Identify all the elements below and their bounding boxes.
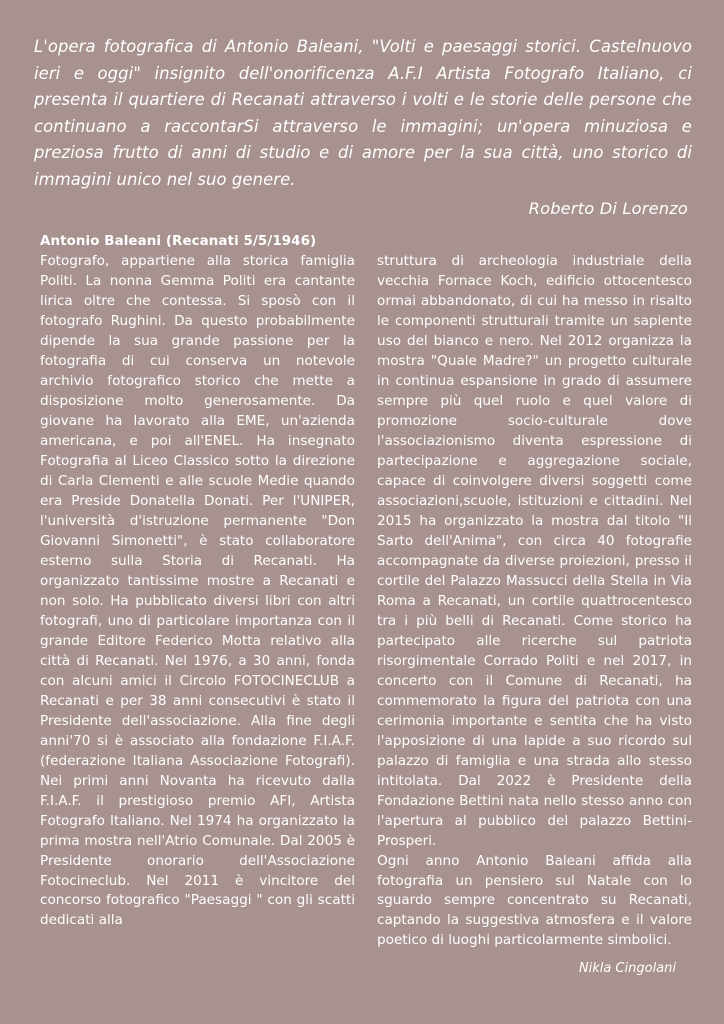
bio-column-left: [34, 252, 355, 978]
bio-column-left-text: Fotografo, appartiene alla storica famiglia Politi. La nonna Gemma Politi era cantante lirica oltre che contessa. Si sposò con il fotografo Rughini. Da questo probabilmente dipende la sua grande passione per la fotografia di cui conserva un notevole archivio fotografico storico che mette a disposizione molto generosamente. Da giovane ha lavorato alla EME, un'azienda americana, e poi all'ENEL. Ha insegnato Fotografia al Liceo Classico sotto la direzione di Carla Clementi e alle scuole Medie quando era Preside Donatella Donati. Per l'UNIPER, l'università d'istruzione permanente "Don Giovanni Simonetti", è stato collaboratore esterno sulla Storia di Recanati. Ha organizzato tantissime mostre a Recanati e non solo. Ha pubblicato diversi libri con altri fotografi, uno di particolare importanza con il grande Editore Federico Motta relativo alla città di Recanati. Nel 1976, a 30 anni, fonda con alcuni amici il Circolo FOTOCINECLUB a Recanati e per 38 anni consecutivi è stato il Presidente dell'associazione. Alla fine degli anni'70 si è associato alla fondazione F.I.A.F. (federazione Italiana Associazione Fotografi). Nei primi anni Novanta ha ricevuto dalla F.I.A.F. il prestigioso premio AFI, Artista Fotografo Italiano. Nel 1974 ha organizzato la prima mostra nell'Atrio Comunale. Dal 2005 è Presidente onorario dell'Associazione Fotocineclub. Nel 2011 è vincitore del concorso fotografico "Paesaggi " con gli scatti dedicati alla: [40, 253, 355, 929]
bio-column-right: [377, 252, 692, 978]
bio-columns: [34, 252, 692, 978]
bio-heading: Antonio Baleani (Recanati 5/5/1946): [40, 234, 317, 250]
intro-signature: Roberto Di Lorenzo: [528, 199, 688, 219]
bio-column-right-closing: Ogni anno Antonio Baleani affida alla fotografia un pensiero sul Natale con lo sguardo sempre concentrato su Recanati, captando la suggestiva atmosfera e il valore poetico di luoghi particolarmente simbolici.: [377, 852, 692, 949]
intro-paragraph: L'opera fotografica di Antonio Baleani, "Volti e paesaggi storici. Castelnuovo ieri e oggi" insignito dell'onorificenza A.F.I Artista Fotografo Italiano, ci presenta il quartiere di Recanati attraverso i volti e le storie delle persone che continuano a raccontarSi attraverso le immagini; un'opera minuziosa e preziosa frutto di anni di studio e di amore per la sua città, uno storico di immagini unico nel suo genere.: [34, 37, 692, 189]
bio-signature: Nikla Cingolani: [578, 961, 676, 977]
bio-column-right-text: struttura di archeologia industriale della vecchia Fornace Koch, edificio ottocentesco ormai abbandonato, di cui ha messo in risalto le componenti strutturali tramite un sapiente uso del bianco e nero. Nel 2012 organizza la mostra "Quale Madre?" un progetto culturale in continua espansione in grado di assumere sempre più quel ruolo e quel valore di promozione socio-culturale dove l'associazionismo diventa espressione di partecipazione e aggregazione sociale, capace di coinvolgere diversi soggetti come associazioni,scuole, istituzioni e cittadini. Nel 2015 ha organizzato la mostra dal titolo "Il Sarto dell'Anima", con circa 40 fotografie accompagnate da diverse proiezioni, presso il cortile del Palazzo Massucci della Stella in Via Roma a Recanati, un cortile quattrocentesco tra i più belli di Recanati. Come storico ha partecipato alle ricerche sul patriota risorgimentale Corrado Politi e nel 2017, in concerto con il Comune di Recanati, ha commemorato la figura del patriota con una cerimonia importante e sentita che ha visto l'apposizione di una lapide a suo ricordo sul palazzo di famiglia e una strada allo stesso intitolata. Dal 2022 è Presidente della Fondazione Bettini nata nello stesso anno con l'apertura al pubblico del palazzo Bettini-Prosperi.: [377, 253, 692, 849]
